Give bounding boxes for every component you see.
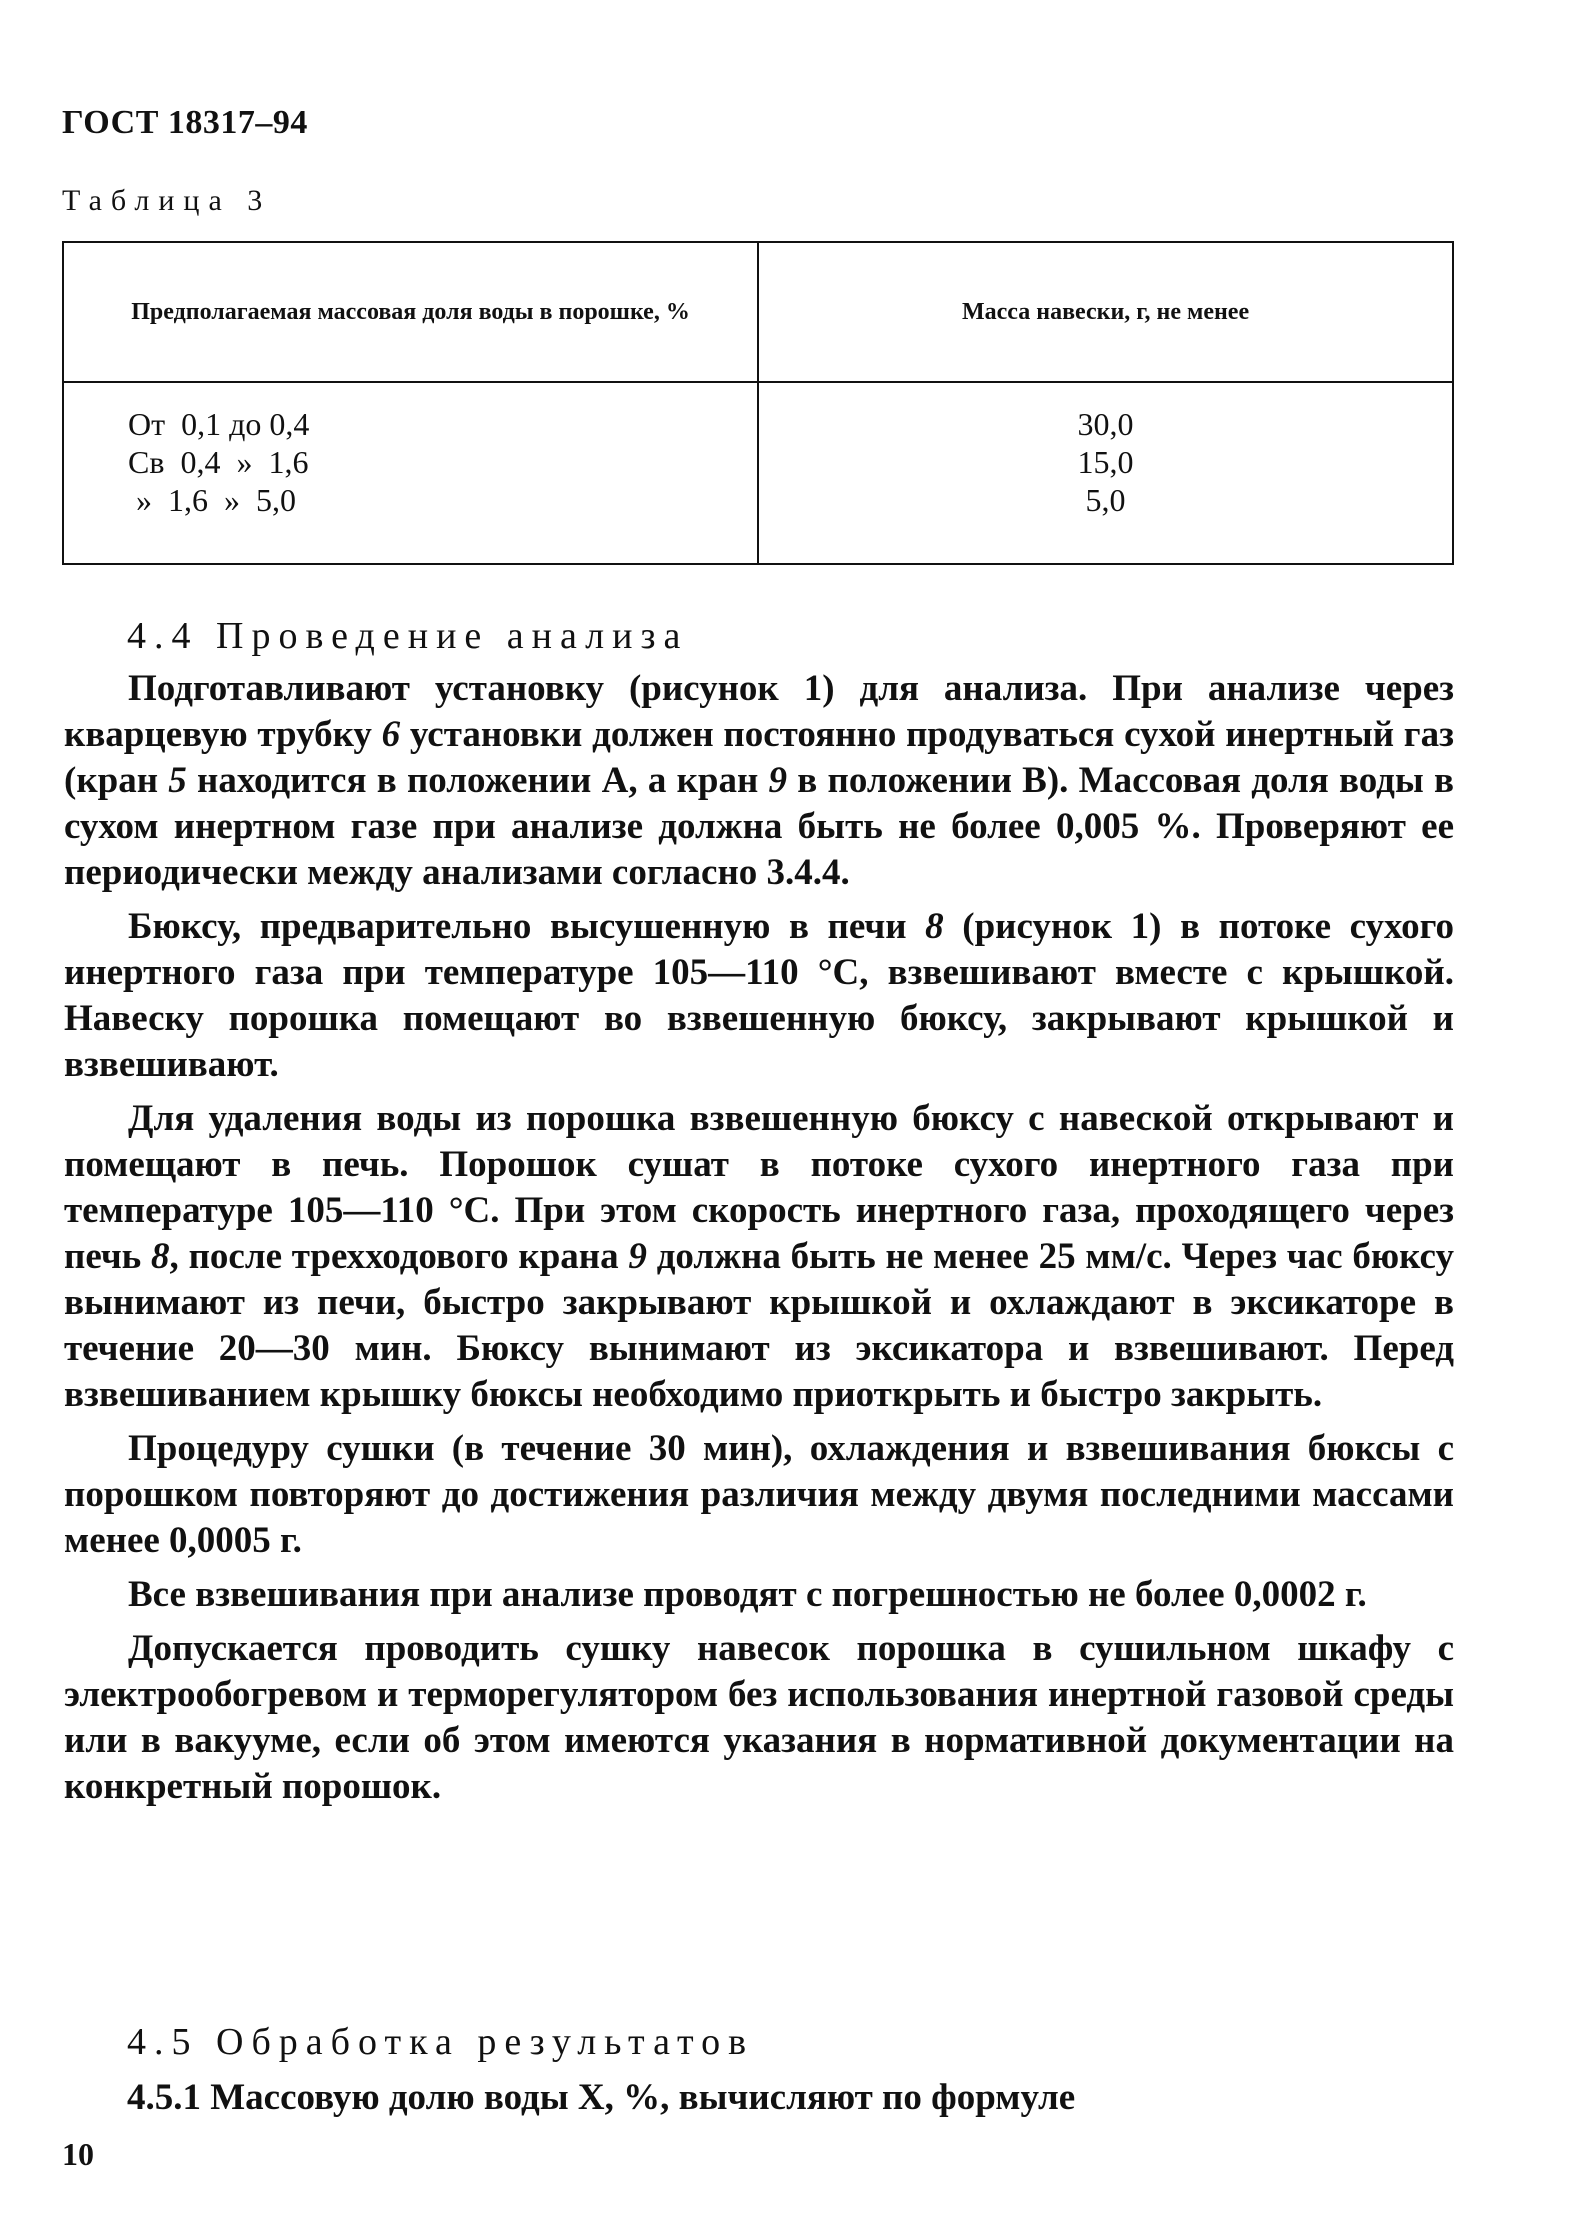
table-header-row — [63, 242, 1453, 382]
range-value: » 1,6 » 5,0 — [128, 482, 296, 518]
figure-ref: 9 — [768, 760, 788, 801]
mass-value: 30,0 — [1077, 406, 1134, 442]
figure-ref: 5 — [168, 760, 187, 801]
paragraph: Для удаления воды из порошка взвешенную бюксу с навеской открывают и помещают в печь. Порошок сушат в потоке сухого инертного газа при температуре 105—110 °С. При этом скорость инертного газа, проходящего через печь 8, после трехходового крана 9 должна быть не менее 25 мм/с. Через час бюксу вынимают из печи, быстро закрывают крышкой и охлаждают в эксикаторе в течение 20—30 мин. Бюксу вынимают из эксикатора и взвешивают. Перед взвешиванием крышку бюксы необходимо приоткрыть и быстро закрыть. — [64, 1098, 1454, 1415]
water-content-table — [62, 241, 1454, 565]
paragraph: Все взвешивания при анализе проводят с погрешностью не более 0,0002 г. — [128, 1574, 1367, 1615]
table-caption: Таблица 3 — [62, 184, 272, 217]
range-value: Св 0,4 » 1,6 — [128, 444, 309, 480]
paragraph: Подготавливают установку (рисунок 1) для анализа. При анализе через кварцевую трубку 6 установки должен постоянно продуваться сухой инертный газ (кран 5 находится в положении А, а кран 9 в положении В). Массовая доля воды в сухом инертном газе при анализе должна быть не более 0,005 %. Проверяют ее периодически между анализами согласно 3.4.4. — [64, 668, 1455, 893]
figure-ref: 8 — [151, 1236, 170, 1277]
table-header-water-fraction: Предполагаемая массовая доля воды в порошке, % — [63, 242, 758, 382]
page-number: 10 — [62, 2136, 94, 2172]
section-heading-analysis: 4.4 Проведение анализа — [127, 615, 689, 657]
table-cell-ranges — [63, 382, 758, 564]
document-header: ГОСТ 18317–94 — [62, 104, 308, 141]
table-cell-masses — [758, 382, 1453, 564]
table-header-sample-mass: Масса навески, г, не менее — [758, 242, 1453, 382]
paragraph: Процедуру сушки (в течение 30 мин), охлаждения и взвешивания бюксы с порошком повторяют до достижения различия между двумя последними массами менее 0,0005 г. — [64, 1428, 1454, 1561]
mass-value: 5,0 — [1085, 482, 1126, 518]
figure-ref: 6 — [381, 714, 401, 755]
analysis-body — [64, 666, 1454, 1818]
figure-ref: 8 — [925, 906, 944, 947]
range-value: От 0,1 до 0,4 — [128, 406, 310, 442]
table-body-row — [63, 382, 1453, 564]
section-heading-results: 4.5 Обработка результатов — [127, 2021, 755, 2063]
figure-ref: 9 — [628, 1236, 647, 1277]
paragraph: Бюксу, предварительно высушенную в печи 8 (рисунок 1) в потоке сухого инертного газа при температуре 105—110 °С, взвешивают вместе с крышкой. Навеску порошка помещают во взвешенную бюксу, закрывают крышкой и взвешивают. — [64, 906, 1454, 1085]
paragraph: Допускается проводить сушку навесок порошка в сушильном шкафу с электрообогревом и терморегулятором без использования инертной газовой среды или в вакууме, если об этом имеются указания в нормативной документации на конкретный порошок. — [64, 1628, 1454, 1807]
subsection-formula-intro: 4.5.1 Массовую долю воды X, %, вычисляют по формуле — [127, 2077, 1076, 2118]
mass-value: 15,0 — [1077, 444, 1134, 480]
